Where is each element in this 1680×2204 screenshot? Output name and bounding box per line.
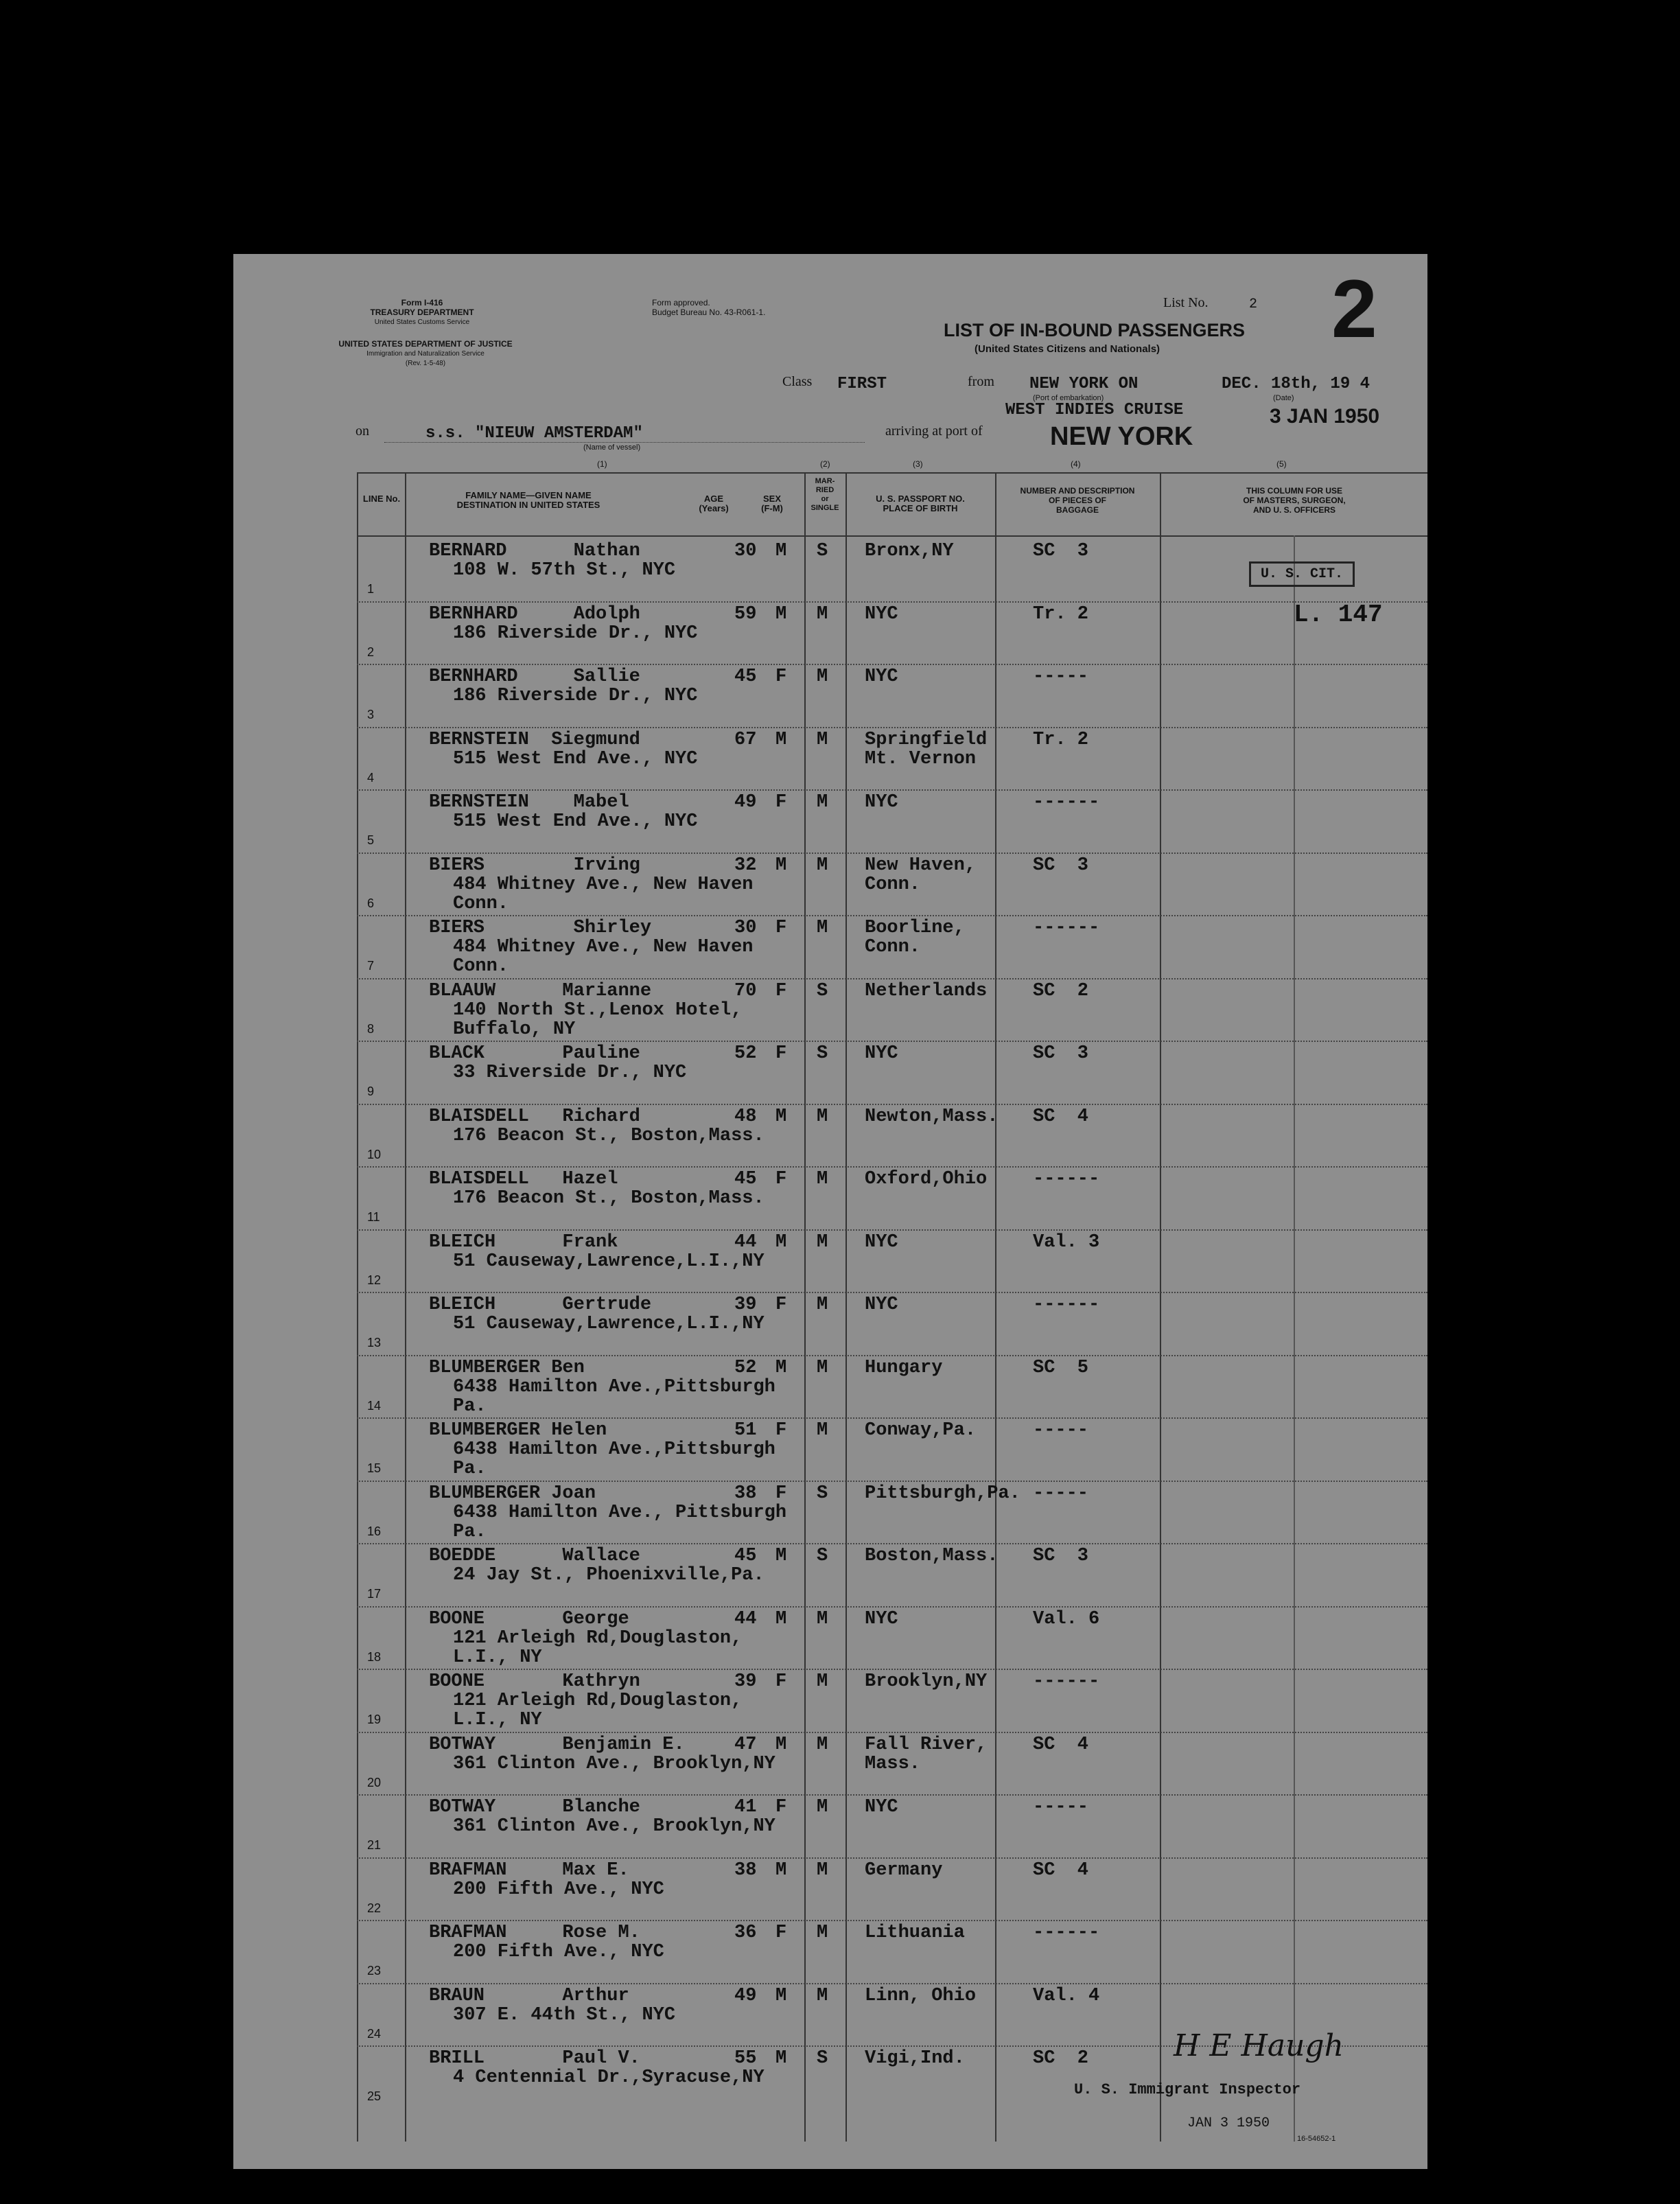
passenger-marital-status: M (817, 603, 828, 625)
passenger-address: 24 Jay St., Phoenixville,Pa. (453, 1565, 765, 1586)
passenger-age: 39 (734, 1671, 757, 1692)
passenger-name: BLUMBERGER Ben (429, 1357, 585, 1378)
passenger-marital-status: M (817, 1295, 828, 1315)
passenger-address: 6438 Hamilton Ave.,Pittsburgh (453, 1439, 775, 1460)
passenger-birthplace: New Haven, (865, 855, 977, 876)
passenger-sex: M (775, 729, 787, 750)
passenger-name: BERNHARD Adolph (429, 603, 640, 625)
document-subtitle: (United States Citizens and Nationals) (975, 343, 1160, 355)
passenger-marital-status: M (817, 666, 828, 687)
passenger-name: BERNHARD Sallie (429, 666, 640, 687)
passenger-sex: F (775, 1169, 787, 1190)
passenger-baggage: ------ (1033, 792, 1100, 813)
row-divider (357, 1983, 1427, 1985)
row-divider (357, 1481, 1427, 1483)
on-label: on (355, 424, 369, 439)
passenger-age: 32 (734, 855, 757, 876)
passenger-birthplace: Hungary (865, 1357, 943, 1378)
passenger-name: BOONE George (429, 1608, 629, 1629)
inspector-signature: H E Haugh (1174, 2028, 1344, 2063)
line-number: 20 (367, 1775, 382, 1789)
passenger-birthplace: Netherlands (865, 980, 988, 1001)
passenger-marital-status: M (817, 1671, 828, 1692)
line-number: 12 (367, 1273, 382, 1287)
passenger-age: 45 (734, 666, 757, 687)
passenger-name: BRAFMAN Rose M. (429, 1923, 640, 1943)
passenger-age: 38 (734, 1483, 757, 1504)
row-divider (357, 1732, 1427, 1734)
passenger-sex: F (775, 1671, 787, 1692)
row-divider (357, 1292, 1427, 1294)
officer-col-divider (1294, 535, 1295, 2142)
passenger-sex: M (775, 603, 787, 625)
passenger-name: BLEICH Gertrude (429, 1295, 652, 1315)
line-number: 24 (367, 2026, 382, 2041)
passenger-name: BERNSTEIN Siegmund (429, 729, 640, 750)
row-divider (357, 1794, 1427, 1796)
header-officers: THIS COLUMN FOR USE OF MASTERS, SURGEON, AND U. S. OFFICERS (1243, 486, 1346, 515)
passenger-address: 4 Centennial Dr.,Syracuse,NY (453, 2067, 765, 2088)
passenger-address: 515 West End Ave., NYC (453, 748, 698, 769)
passenger-sex: F (775, 792, 787, 813)
passenger-marital-status: M (817, 1797, 828, 1818)
passenger-age: 44 (734, 1608, 757, 1629)
passenger-baggage: ----- (1033, 1797, 1089, 1818)
line-number: 4 (367, 770, 375, 785)
header-sex: SEX (F-M) (761, 494, 783, 513)
passenger-sex: M (775, 1734, 787, 1755)
passenger-birthplace: Springfield (865, 729, 988, 750)
col-divider (804, 472, 806, 2142)
line-number: 13 (367, 1336, 382, 1349)
passenger-address: 176 Beacon St., Boston,Mass. (453, 1125, 765, 1146)
row-divider (357, 1669, 1427, 1671)
from-label: from (968, 374, 994, 389)
passenger-marital-status: S (817, 1483, 828, 1504)
passenger-sex: M (775, 1608, 787, 1629)
passenger-sex: F (775, 980, 787, 1001)
col-number: (1) (597, 459, 607, 469)
form-number: Form I-416 (401, 298, 443, 308)
passenger-address-line2: Pa. (453, 1521, 487, 1542)
col-divider (845, 472, 847, 2142)
passenger-age: 59 (734, 603, 757, 625)
passenger-sex: F (775, 1923, 787, 1943)
passenger-address: 200 Fifth Ave., NYC (453, 1942, 664, 1962)
table-top-rule (357, 472, 1427, 474)
passenger-name: BLAISDELL Hazel (429, 1169, 618, 1190)
row-divider (357, 789, 1427, 791)
passenger-marital-status: M (817, 1357, 828, 1378)
passenger-marital-status: S (817, 1043, 828, 1064)
header-name-destination: FAMILY NAME—GIVEN NAME DESTINATION IN UNITED STATES (456, 490, 600, 510)
passenger-name: BLACK Pauline (429, 1043, 640, 1064)
passenger-marital-status: M (817, 1106, 828, 1127)
inspector-title: U. S. Immigrant Inspector (1074, 2081, 1301, 2098)
passenger-marital-status: M (817, 1734, 828, 1755)
passenger-sex: F (775, 1797, 787, 1818)
row-divider (357, 601, 1427, 603)
passenger-address: 121 Arleigh Rd,Douglaston, (453, 1627, 743, 1649)
date-value: DEC. 18th, 19 4 (1222, 375, 1370, 393)
document-title: LIST OF IN-BOUND PASSENGERS (944, 320, 1246, 340)
passenger-age: 52 (734, 1043, 757, 1064)
passenger-marital-status: M (817, 855, 828, 876)
list-no-big: 2 (1331, 263, 1377, 355)
passenger-birthplace: Germany (865, 1859, 943, 1881)
row-divider (357, 1166, 1427, 1168)
row-divider (357, 852, 1427, 855)
line-number: 21 (367, 1838, 382, 1852)
passenger-age: 30 (734, 918, 757, 938)
col-divider (995, 472, 996, 2142)
line-number: 11 (367, 1210, 380, 1224)
passenger-name: BLUMBERGER Helen (429, 1420, 607, 1441)
col-number: (4) (1071, 459, 1081, 469)
passenger-baggage: SC 3 (1033, 541, 1089, 561)
passenger-baggage: ------ (1033, 1295, 1100, 1315)
passenger-birthplace: Vigi,Ind. (865, 2048, 965, 2069)
from-value: NEW YORK ON (1029, 375, 1139, 393)
us-citizen-stamp: U. S. CIT. (1249, 561, 1355, 587)
line-number: 16 (367, 1524, 382, 1538)
passenger-address: 6438 Hamilton Ave., Pittsburgh (453, 1502, 787, 1523)
passenger-birthplace: Fall River, (865, 1734, 988, 1755)
arrival-date-stamp: 3 JAN 1950 (1270, 405, 1380, 428)
stamp-note: L. 147 (1294, 601, 1383, 629)
passenger-birthplace: NYC (865, 1608, 898, 1629)
passenger-marital-status: M (817, 1420, 828, 1441)
row-divider (357, 915, 1427, 917)
passenger-marital-status: M (817, 1985, 828, 2006)
passenger-birthplace-line2: Mass. (865, 1753, 921, 1774)
passenger-age: 41 (734, 1797, 757, 1818)
passenger-marital-status: M (817, 1231, 828, 1253)
passenger-age: 49 (734, 792, 757, 813)
header-baggage: NUMBER AND DESCRIPTION OF PIECES OF BAGGAGE (1020, 486, 1135, 515)
header-line-no: LINE No. (362, 494, 401, 504)
list-no-small: 2 (1249, 297, 1258, 312)
passenger-name: BLAAUW Marianne (429, 980, 652, 1001)
passenger-age: 55 (734, 2048, 757, 2069)
passenger-address: 51 Causeway,Lawrence,L.I.,NY (453, 1251, 765, 1272)
passenger-baggage: SC 4 (1033, 1734, 1089, 1755)
line-number: 18 (367, 1649, 382, 1664)
passenger-marital-status: M (817, 1169, 828, 1190)
form-approved: Form approved. (652, 298, 710, 308)
line-number: 6 (367, 896, 375, 910)
passenger-age: 45 (734, 1546, 757, 1566)
passenger-birthplace-line2: Conn. (865, 937, 921, 958)
passenger-address-line2: Conn. (453, 956, 509, 977)
passenger-baggage: ------ (1033, 1169, 1100, 1190)
row-divider (357, 727, 1427, 729)
passenger-baggage: SC 4 (1033, 1859, 1089, 1881)
passenger-baggage: Val. 6 (1033, 1608, 1100, 1629)
footer-code: 16-54652-1 (1297, 2135, 1336, 2143)
line-number: 10 (367, 1147, 382, 1161)
port-embark-caption: (Port of embarkation) (1033, 394, 1104, 402)
class-value: FIRST (837, 375, 887, 393)
col-divider (1160, 472, 1161, 2142)
table-header-rule (357, 535, 1427, 537)
passenger-address-line2: L.I., NY (453, 1710, 542, 1730)
passenger-name: BRAFMAN Max E. (429, 1859, 629, 1881)
passenger-birthplace: NYC (865, 603, 898, 625)
date-caption: (Date) (1273, 394, 1294, 402)
passenger-birthplace: Lithuania (865, 1923, 965, 1943)
passenger-age: 30 (734, 541, 757, 561)
passenger-name: BOTWAY Blanche (429, 1797, 640, 1818)
passenger-address: 186 Riverside Dr., NYC (453, 686, 698, 706)
list-no-label: List No. (1163, 295, 1209, 310)
passenger-marital-status: S (817, 541, 828, 561)
passenger-name: BIERS Irving (429, 855, 640, 876)
passenger-address: 361 Clinton Ave., Brooklyn,NY (453, 1816, 775, 1837)
line-number: 3 (367, 708, 375, 721)
passenger-marital-status: M (817, 792, 828, 813)
row-divider (357, 1355, 1427, 1357)
col-number: (2) (820, 459, 830, 469)
passenger-baggage: ----- (1033, 1420, 1089, 1441)
header-passport-birth: U. S. PASSPORT NO. PLACE OF BIRTH (876, 494, 965, 513)
passenger-address: 186 Riverside Dr., NYC (453, 623, 698, 644)
passenger-marital-status: M (817, 1923, 828, 1943)
port-of-arrival: NEW YORK (1050, 422, 1193, 451)
passenger-baggage: SC 2 (1033, 980, 1089, 1001)
ins-service: Immigration and Naturalization Service (366, 350, 485, 358)
col-divider (405, 472, 406, 2142)
passenger-sex: F (775, 666, 787, 687)
row-divider (357, 1857, 1427, 1859)
passenger-address: 140 North St.,Lenox Hotel, (453, 999, 743, 1021)
passenger-sex: M (775, 1859, 787, 1881)
passenger-address: 484 Whitney Ave., New Haven (453, 937, 754, 958)
passenger-address: 515 West End Ave., NYC (453, 811, 698, 832)
passenger-sex: F (775, 1043, 787, 1064)
passenger-address-line2: L.I., NY (453, 1647, 542, 1668)
passenger-name: BIERS Shirley (429, 918, 652, 938)
line-number: 8 (367, 1021, 375, 1036)
passenger-birthplace: Boston,Mass. (865, 1546, 999, 1566)
passenger-birthplace: Oxford,Ohio (865, 1169, 988, 1190)
passenger-address: 176 Beacon St., Boston,Mass. (453, 1188, 765, 1209)
row-divider (357, 1417, 1427, 1419)
passenger-birthplace: NYC (865, 666, 898, 687)
passenger-birthplace: NYC (865, 1043, 898, 1064)
passenger-age: 67 (734, 729, 757, 750)
line-number: 2 (367, 645, 375, 659)
passenger-name: BLAISDELL Richard (429, 1106, 640, 1127)
passenger-birthplace-line2: Mt. Vernon (865, 748, 977, 769)
passenger-age: 47 (734, 1734, 757, 1755)
passenger-age: 48 (734, 1106, 757, 1127)
line-number: 17 (367, 1587, 382, 1601)
col-number: (5) (1276, 459, 1287, 469)
passenger-baggage: SC 3 (1033, 1043, 1089, 1064)
line-number: 15 (367, 1461, 382, 1475)
customs-service: United States Customs Service (374, 318, 470, 326)
header-married-single: MAR- RIED or SINGLE (810, 477, 839, 512)
passenger-address: 121 Arleigh Rd,Douglaston, (453, 1691, 743, 1711)
row-divider (357, 1543, 1427, 1545)
passenger-name: BOONE Kathryn (429, 1671, 640, 1692)
row-divider (357, 1104, 1427, 1106)
passenger-name: BOEDDE Wallace (429, 1546, 640, 1566)
passenger-marital-status: M (817, 1608, 828, 1629)
passenger-age: 70 (734, 980, 757, 1001)
passenger-address: 33 Riverside Dr., NYC (453, 1063, 687, 1083)
passenger-age: 51 (734, 1420, 757, 1441)
passenger-baggage: Tr. 2 (1033, 729, 1089, 750)
line-number: 1 (367, 582, 375, 596)
row-divider (357, 1041, 1427, 1043)
passenger-birthplace: NYC (865, 1295, 898, 1315)
passenger-age: 39 (734, 1295, 757, 1315)
passenger-marital-status: S (817, 1546, 828, 1566)
passenger-address: 108 W. 57th St., NYC (453, 560, 676, 581)
passenger-age: 52 (734, 1357, 757, 1378)
col-number: (3) (913, 459, 923, 469)
passenger-baggage: SC 2 (1033, 2048, 1089, 2069)
passenger-baggage: SC 3 (1033, 1546, 1089, 1566)
line-number: 22 (367, 1901, 382, 1915)
passenger-marital-status: M (817, 918, 828, 938)
treasury-dept: TREASURY DEPARTMENT (370, 308, 474, 317)
passenger-sex: M (775, 1106, 787, 1127)
passenger-birthplace: NYC (865, 1231, 898, 1253)
passenger-marital-status: S (817, 2048, 828, 2069)
passenger-baggage: Val. 3 (1033, 1231, 1100, 1253)
line-number: 14 (367, 1398, 382, 1413)
passenger-address: 200 Fifth Ave., NYC (453, 1879, 664, 1900)
passenger-baggage: SC 4 (1033, 1106, 1089, 1127)
passenger-address-line2: Pa. (453, 1459, 487, 1479)
vessel-name: s.s. "NIEUW AMSTERDAM" (425, 424, 643, 443)
col-divider (357, 472, 358, 2142)
passenger-baggage: Val. 4 (1033, 1985, 1100, 2006)
passenger-sex: M (775, 855, 787, 876)
row-divider (357, 1606, 1427, 1608)
line-number: 5 (367, 833, 375, 847)
passenger-address: 307 E. 44th St., NYC (453, 2004, 676, 2026)
passenger-birthplace: NYC (865, 792, 898, 813)
passenger-address-line2: Conn. (453, 893, 509, 914)
passenger-name: BRILL Paul V. (429, 2048, 640, 2069)
passenger-sex: M (775, 541, 787, 561)
line-number: 9 (367, 1084, 375, 1098)
justice-dept: UNITED STATES DEPARTMENT OF JUSTICE (338, 339, 513, 349)
passenger-baggage: Tr. 2 (1033, 603, 1089, 625)
passenger-sex: F (775, 1295, 787, 1315)
line-number: 7 (367, 959, 375, 973)
passenger-baggage: ------ (1033, 918, 1100, 938)
passenger-address: 361 Clinton Ave., Brooklyn,NY (453, 1753, 775, 1774)
passenger-sex: M (775, 1985, 787, 2006)
passenger-marital-status: S (817, 980, 828, 1001)
passenger-age: 44 (734, 1231, 757, 1253)
passenger-baggage: ------ (1033, 1671, 1100, 1692)
passenger-birthplace: Brooklyn,NY (865, 1671, 988, 1692)
passenger-name: BERNARD Nathan (429, 541, 640, 561)
vessel-rule (384, 442, 865, 443)
budget-bureau: Budget Bureau No. 43-R061-1. (652, 308, 766, 317)
row-divider (357, 1920, 1427, 1922)
passenger-address-line2: Buffalo, NY (453, 1019, 576, 1040)
header-age: AGE (Years) (699, 494, 729, 513)
passenger-sex: F (775, 1483, 787, 1504)
line-number: 19 (367, 1713, 382, 1726)
line-number: 25 (367, 2089, 382, 2103)
row-divider (357, 978, 1427, 980)
passenger-age: 45 (734, 1169, 757, 1190)
passenger-sex: F (775, 918, 787, 938)
passenger-baggage: ----- (1033, 1483, 1089, 1504)
row-divider (357, 1229, 1427, 1231)
passenger-name: BERNSTEIN Mabel (429, 792, 629, 813)
passenger-birthplace: Bronx,NY (865, 541, 954, 561)
passenger-age: 38 (734, 1859, 757, 1881)
form-revision: (Rev. 1-5-48) (405, 360, 446, 367)
passenger-age: 49 (734, 1985, 757, 2006)
passenger-baggage: ----- (1033, 666, 1089, 687)
passenger-address: 51 Causeway,Lawrence,L.I.,NY (453, 1314, 765, 1334)
passenger-address-line2: Pa. (453, 1395, 487, 1417)
row-divider (357, 664, 1427, 666)
passenger-birthplace: Boorline, (865, 918, 965, 938)
passenger-birthplace: Conway,Pa. (865, 1420, 977, 1441)
passenger-sex: F (775, 1420, 787, 1441)
passenger-birthplace-line2: Conn. (865, 874, 921, 895)
vessel-caption: (Name of vessel) (583, 443, 641, 452)
passenger-marital-status: M (817, 1859, 828, 1881)
passenger-sex: M (775, 2048, 787, 2069)
passenger-name: BOTWAY Benjamin E. (429, 1734, 685, 1755)
passenger-address: 6438 Hamilton Ave.,Pittsburgh (453, 1376, 775, 1397)
passenger-baggage: SC 5 (1033, 1357, 1089, 1378)
passenger-name: BLUMBERGER Joan (429, 1483, 596, 1504)
passenger-marital-status: M (817, 729, 828, 750)
passenger-sex: M (775, 1546, 787, 1566)
passenger-address: 484 Whitney Ave., New Haven (453, 874, 754, 895)
line-number: 23 (367, 1964, 382, 1977)
passenger-birthplace: Newton,Mass. (865, 1106, 999, 1127)
passenger-baggage: ------ (1033, 1923, 1100, 1943)
passenger-sex: M (775, 1231, 787, 1253)
passenger-birthplace: Pittsburgh,Pa. (865, 1483, 1020, 1504)
passenger-birthplace: Linn, Ohio (865, 1985, 977, 2006)
passenger-age: 36 (734, 1923, 757, 1943)
cruise-name: WEST INDIES CRUISE (1005, 401, 1184, 419)
passenger-birthplace: NYC (865, 1797, 898, 1818)
passenger-name: BRAUN Arthur (429, 1985, 629, 2006)
arriving-label: arriving at port of (885, 424, 983, 439)
passenger-manifest-page (233, 254, 1427, 2169)
passenger-baggage: SC 3 (1033, 855, 1089, 876)
passenger-name: BLEICH Frank (429, 1231, 618, 1253)
class-label: Class (782, 374, 813, 389)
passenger-sex: M (775, 1357, 787, 1378)
inspector-date-stamp: JAN 3 1950 (1187, 2115, 1270, 2131)
